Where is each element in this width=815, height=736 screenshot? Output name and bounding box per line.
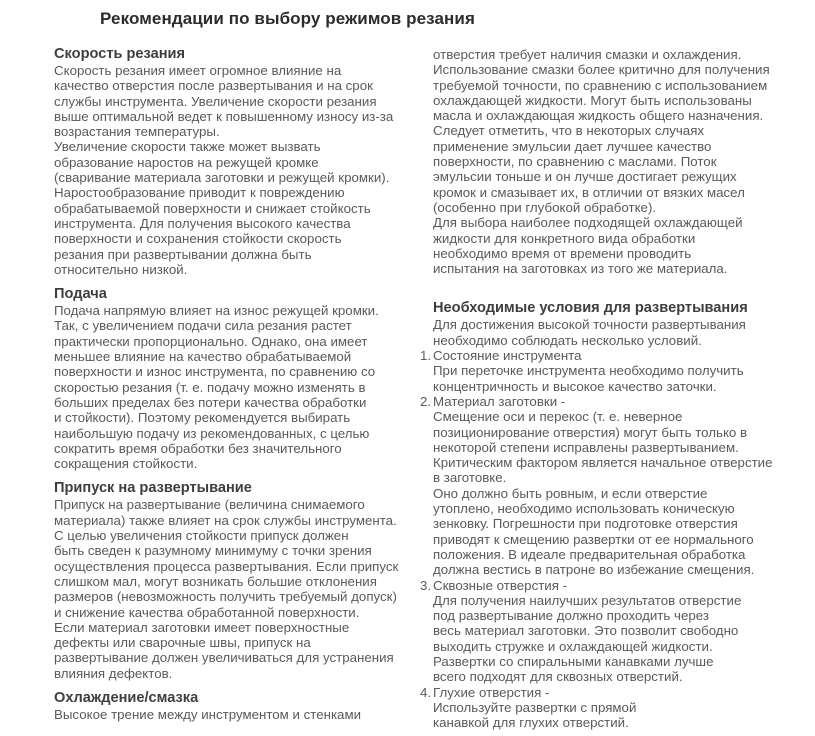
text-line: резания при развертывании должна быть <box>54 246 312 262</box>
text-line: Оно должно быть ровным, и если отверстие <box>433 485 708 501</box>
text-line: качество отверстия после развертывания и на срок <box>54 78 373 94</box>
text-line: Для достижения высокой точности развертывания <box>433 317 746 333</box>
text-line: применение эмульсии дает лучшее качество <box>433 138 712 154</box>
text-line: Используйте развертки с прямой <box>433 699 637 715</box>
text-line: отверстия требует наличия смазки и охлаждения. <box>433 47 742 62</box>
text-line: меньшее влияние на качество обрабатываемой <box>54 349 352 365</box>
text-line: Сквозные отверстия - <box>433 577 568 593</box>
list-item <box>420 684 815 731</box>
text-line: масла и охлаждающая жидкость общего назначения. <box>433 108 764 124</box>
text-line: (особенно при глубокой обработке). <box>433 199 657 215</box>
text-line: кромок и смазывает их, в отличии от вязких масел <box>433 184 745 200</box>
text-line: При переточке инструмента необходимо получить <box>433 363 744 379</box>
text-line: Критическим фактором является начальное отверстие <box>433 455 773 471</box>
text-line: приводят к смещению развертки от ее нормального <box>433 531 754 547</box>
section <box>54 286 439 471</box>
text-line: Если материал заготовки имеет поверхностные <box>54 619 350 635</box>
section <box>433 47 815 276</box>
list-item-number: 2. <box>420 393 432 409</box>
text-line: охлаждающей жидкости. Могут быть использованы <box>433 92 752 108</box>
text-line: Для выбора наиболее подходящей охлаждающей <box>433 215 743 231</box>
text-line: материала) также влияет на срок службы инструмента. <box>54 512 397 528</box>
text-line: Так, с увеличением подачи сила резания растет <box>54 318 352 334</box>
text-line: возрастания температуры. <box>54 124 220 140</box>
text-line: необходимо соблюдать несколько условий. <box>433 332 702 348</box>
text-line: утоплено, необходимо использовать коническую <box>433 501 735 517</box>
text-line: должна вестись в патроне во избежание смещения. <box>433 562 755 578</box>
section-heading: Припуск на развертывание <box>54 480 252 497</box>
text-line: Высокое трение между инструментом и стенками <box>54 706 362 722</box>
left-column <box>54 46 439 722</box>
list-item-number: 1. <box>420 348 432 364</box>
text-line: сократить время обработки без значительного <box>54 440 342 456</box>
text-line: канавкой для глухих отверстий. <box>433 715 629 731</box>
text-line: и стойкости). Поэтому рекомендуется выбирать <box>54 410 351 426</box>
text-line: поверхности, по сравнению с маслами. Поток <box>433 154 717 170</box>
text-line: требуемой точности, по сравнению с использованием <box>433 77 768 93</box>
text-line: под развертывание должно проходить через <box>433 608 709 624</box>
text-line: поверхности и сохранения стойкости скорость <box>54 231 342 247</box>
text-line: слишком мал, могут возникать большие отклонения <box>54 573 377 589</box>
text-line: всего подходят для сквозных отверстий. <box>433 669 683 685</box>
section-heading: Подача <box>54 286 107 303</box>
text-line: больших пределах без потери качества обработки <box>54 394 367 410</box>
right-column <box>420 47 815 731</box>
list-item <box>420 348 815 394</box>
section <box>54 480 439 681</box>
section-heading: Скорость резания <box>54 46 186 62</box>
text-line: выходить стружке и охлаждающей жидкости. <box>433 638 713 654</box>
page-title: Рекомендации по выбору режимов резания <box>100 9 475 28</box>
text-line: Наростообразование приводит к повреждению <box>54 185 345 201</box>
list-item-number: 3. <box>420 577 432 593</box>
text-line: размеров (невозможность получить требуемый допуск) <box>54 589 397 605</box>
list-item <box>420 393 815 578</box>
section-heading: Необходимые условия для развертывания <box>433 300 748 317</box>
text-line: и снижение качества обработанной поверхности. <box>54 604 360 620</box>
section <box>54 46 439 277</box>
text-line: Развертки со спиральными канавками лучше <box>433 653 714 669</box>
text-line: Припуск на развертывание (величина снимаемого <box>54 497 365 513</box>
text-line: службы инструмента. Увеличение скорости резания <box>54 93 377 109</box>
text-line: осуществления процесса развертывания. Если припуск <box>54 558 399 574</box>
text-line: обрабатываемой поверхности и снижает стойкость <box>54 200 371 216</box>
list-item-number: 4. <box>420 684 432 700</box>
text-line: Подача напрямую влияет на износ режущей кромки. <box>54 303 379 319</box>
text-line: выше оптимальной ведет к повышенному износу из-за <box>54 108 394 124</box>
section <box>420 300 815 731</box>
text-line: быть сведен к разумному минимуму с точки зрения <box>54 543 372 559</box>
list-item <box>420 577 815 685</box>
text-line: концентричность и высокое качество заточки. <box>433 378 717 394</box>
text-line: положения. В идеале предварительная обработка <box>433 546 746 562</box>
text-line: Материал заготовки - <box>433 393 566 409</box>
text-line: некоторой степени исправлены развертыванием. <box>433 439 739 455</box>
text-line: развертывание должен увеличиваться для устранения <box>54 650 394 666</box>
text-line: Для получения наилучших результатов отверстие <box>433 592 742 608</box>
text-line: скоростью резания (т. е. подачу можно изменять в <box>54 379 366 395</box>
text-line: дефекты или сварочные швы, припуск на <box>54 635 311 651</box>
text-line: эмульсии тоньше и он лучше достигает режущих <box>433 169 737 185</box>
text-line: Следует отметить, что в некоторых случаях <box>433 123 705 139</box>
text-line: Увеличение скорости также может вызвать <box>54 139 321 155</box>
section <box>54 690 439 722</box>
text-line: сокращения стойкости. <box>54 456 198 472</box>
text-line: Смещение оси и перекос (т. е. неверное <box>433 409 683 425</box>
text-line: необходимо время от времени проводить <box>433 245 692 261</box>
text-line: весь материал заготовки. Это позволит свободно <box>433 623 739 639</box>
text-line: влияния дефектов. <box>54 665 173 681</box>
text-line: Использование смазки более критично для получения <box>433 62 770 78</box>
text-line: позиционирование отверстия) могут быть только в <box>433 424 748 440</box>
text-line: образование наростов на режущей кромке <box>54 154 319 170</box>
text-line: поверхности и износ инструмента, по сравнению со <box>54 364 376 380</box>
text-line: жидкости для конкретного вида обработки <box>433 230 696 246</box>
text-line: зенковку. Погрешности при подготовке отверстия <box>433 516 738 532</box>
text-line: Скорость резания имеет огромное влияние на <box>54 63 342 78</box>
text-line: наибольшую подачу из рекомендованных, с целью <box>54 425 370 441</box>
text-line: практически пропорционально. Однако, она имеет <box>54 333 368 349</box>
text-line: инструмента. Для получения высокого качества <box>54 215 351 231</box>
section-heading: Охлаждение/смазка <box>54 689 199 706</box>
text-line: Глухие отверстия - <box>433 684 550 700</box>
text-line: С целью увеличения стойкости припуск должен <box>54 528 349 544</box>
text-line: относительно низкой. <box>54 261 188 277</box>
text-line: (сваривание материала заготовки и режущей кромки). <box>54 170 390 186</box>
text-line: испытания на заготовках из того же материала. <box>433 261 728 277</box>
text-line: Состояние инструмента <box>433 348 582 364</box>
text-line: в заготовке. <box>433 470 507 486</box>
